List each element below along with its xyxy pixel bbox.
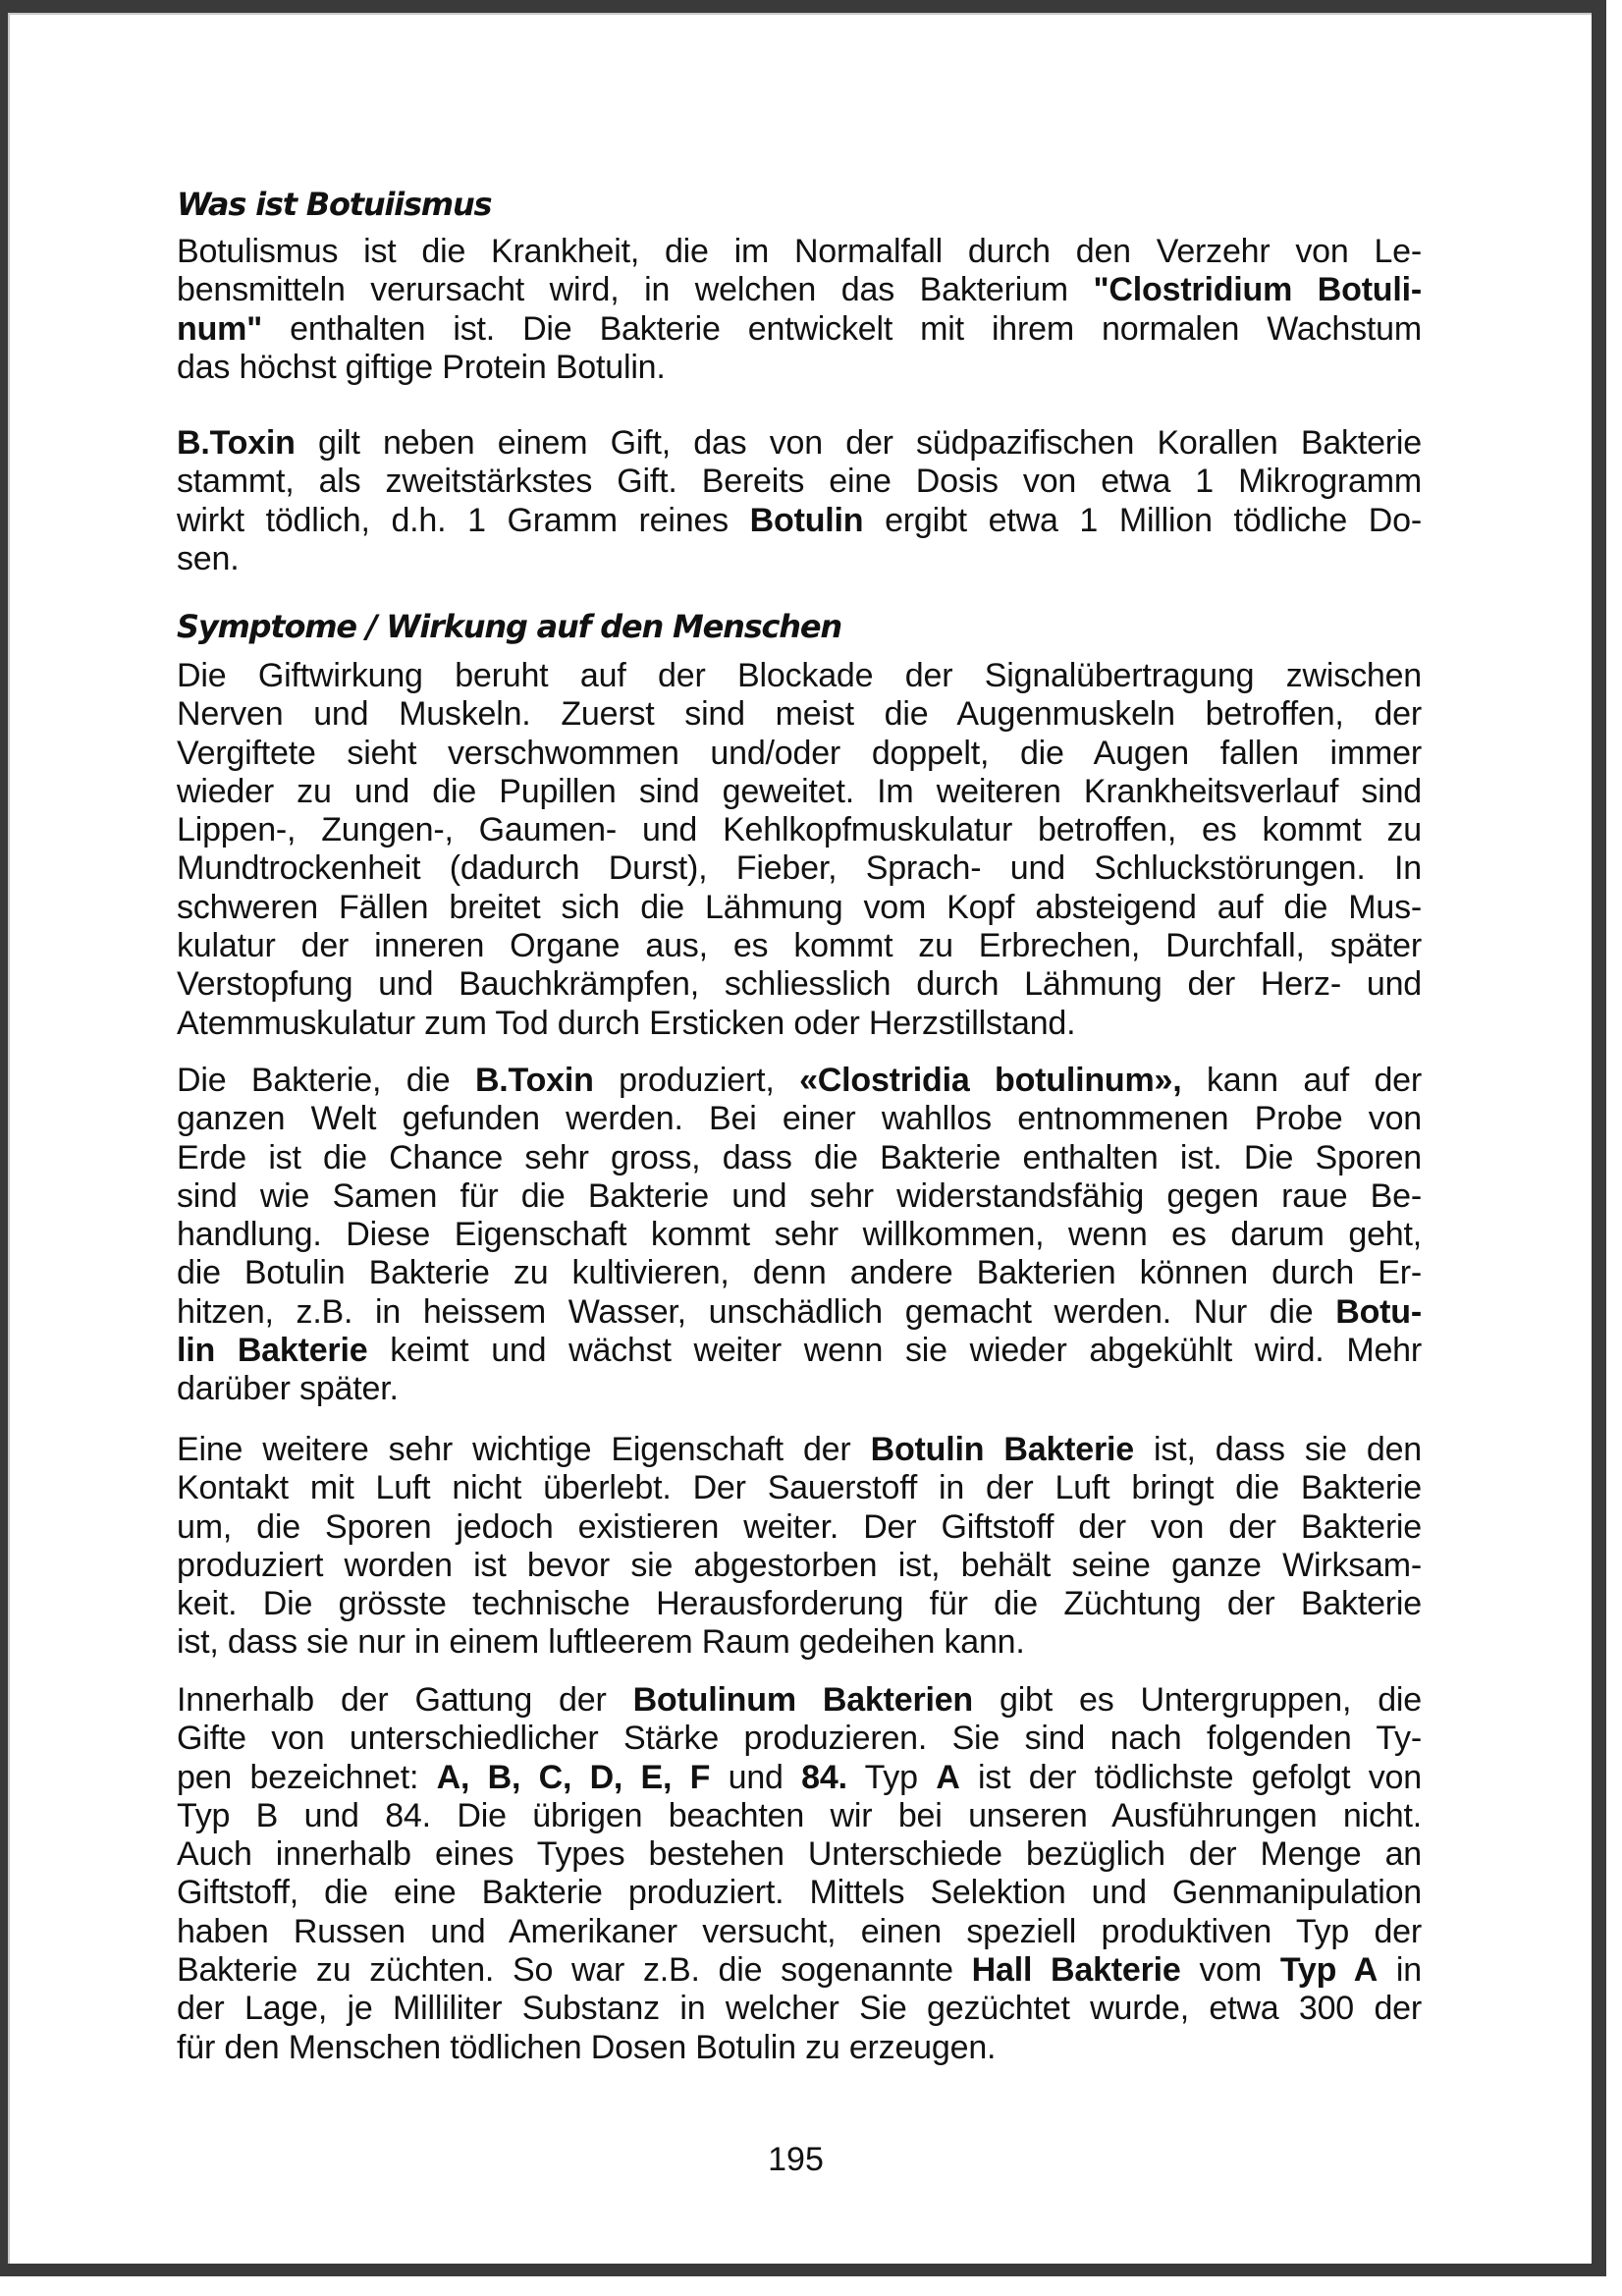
text-line (177, 1431, 1422, 1469)
bold-text: A (936, 1758, 960, 1796)
text-line (177, 657, 1422, 695)
text-run: Botulismus ist die Krankheit, die im Normalfall durch den Verzehr von Le- (177, 233, 1422, 270)
text-run: hitzen, z.B. in heissem Wasser, unschädlich gemacht werden. Nur die (177, 1292, 1336, 1331)
text-run: haben Russen und Amerikaner versucht, einen speziell produktiven Typ der (177, 1912, 1422, 1950)
text-run: ganzen Welt gefunden werden. Bei einer wahllos entnommenen Probe von (177, 1100, 1422, 1138)
text-run: sind wie Samen für die Bakterie und sehr widerstandsfähig gegen raue Be- (177, 1176, 1422, 1215)
text-run: wieder zu und die Pupillen sind geweitet. Im weiteren Krankheitsverlauf sind (177, 772, 1422, 810)
text-run: Kontakt mit Luft nicht überlebt. Der Sauerstoff in der Luft bringt die Bakterie (177, 1469, 1422, 1507)
text-line (177, 1100, 1422, 1138)
text-run: Typ (846, 1758, 937, 1796)
text-run: produziert worden ist bevor sie abgestorben ist, behält seine ganze Wirksam- (177, 1546, 1422, 1584)
text-line (177, 310, 1422, 349)
text-run: für den Menschen tödlichen Dosen Botulin zu erzeugen. (177, 2028, 997, 2066)
bold-text: lin Bakterie (177, 1332, 368, 1370)
text-run: Verstopfung und Bauchkrämpfen, schliesslich durch Lähmung der Herz- und (177, 965, 1422, 1004)
text-run: enthalten ist. Die Bakterie entwickelt mit ihrem normalen Wachstum (262, 309, 1422, 348)
text-run: ist, dass sie nur in einem luftleerem Raum gedeihen kann. (177, 1623, 1025, 1662)
paragraph (177, 424, 1422, 578)
text-run: Nerven und Muskeln. Zuerst sind meist die Augenmuskeln betroffen, der (177, 695, 1422, 734)
text-run: Auch innerhalb eines Types bestehen Unterschiede bezüglich der Menge an (177, 1835, 1422, 1874)
bold-text: Botulin Bakterie (870, 1431, 1134, 1468)
text-line (177, 927, 1422, 965)
text-line (177, 1585, 1422, 1623)
paragraph (177, 1681, 1422, 2067)
text-line (177, 1177, 1422, 1216)
text-run: wirkt tödlich, d.h. 1 Gramm reines (177, 501, 750, 539)
text-line (177, 1759, 1422, 1797)
heading-was-ist-botulismus: Was ist Botuiismus (177, 186, 492, 223)
text-run: das höchst giftige Protein Botulin. (177, 348, 666, 386)
text-run: bensmitteln verursacht wird, in welchen das Bakterium (177, 271, 1094, 309)
text-line (177, 1508, 1422, 1547)
text-run: der Lage, je Milliliter Substanz in welcher Sie gezüchtet wurde, etwa 300 der (177, 1990, 1422, 2028)
text-run: sen. (177, 539, 240, 577)
bold-text: A, B, C, D, E, F (436, 1758, 711, 1796)
paragraph (177, 1431, 1422, 1663)
text-line (177, 463, 1422, 501)
text-run: die Botulin Bakterie zu kultivieren, denn andere Bakterien können durch Er- (177, 1254, 1422, 1292)
text-run: produziert, (593, 1062, 800, 1099)
text-run: Eine weitere sehr wichtige Eigenschaft der (177, 1431, 871, 1468)
text-line (177, 965, 1422, 1004)
text-run: in (1378, 1951, 1422, 1990)
paragraph (177, 233, 1422, 387)
bold-text: «Clostridia botulinum», (799, 1062, 1182, 1099)
page-number: 195 (768, 2141, 824, 2178)
text-line (177, 1990, 1422, 2028)
text-run: handlung. Diese Eigenschaft kommt sehr willkommen, wenn es darum geht, (177, 1216, 1422, 1254)
text-run: Giftstoff, die eine Bakterie produziert. Mittels Selektion und Genmanipulation (177, 1874, 1422, 1912)
text-run: ist, dass sie den (1133, 1431, 1422, 1468)
text-line (177, 1681, 1422, 1720)
paragraph (177, 1062, 1422, 1409)
bold-text: B.Toxin (177, 424, 296, 462)
text-line (177, 889, 1422, 927)
text-run: Gifte von unterschiedlicher Stärke produzieren. Sie sind nach folgenden Ty- (177, 1720, 1422, 1758)
text-line (177, 1874, 1422, 1912)
text-run: keimt und wächst weiter wenn sie wieder abgekühlt wird. Mehr (367, 1332, 1422, 1370)
bold-text: B.Toxin (474, 1062, 594, 1099)
text-line (177, 1216, 1422, 1254)
bold-text: Hall Bakterie (971, 1951, 1181, 1990)
text-line (177, 735, 1422, 773)
text-run: Die Giftwirkung beruht auf der Blockade der Signalübertragung zwischen (177, 657, 1422, 694)
text-line (177, 1332, 1422, 1370)
text-run: vom (1180, 1951, 1280, 1990)
heading-symptome-wirkung: Symptome / Wirkung auf den Menschen (177, 608, 841, 645)
text-run: ist der tödlichste gefolgt von (959, 1758, 1422, 1796)
frame-inner-edge-left (8, 13, 10, 2264)
text-line (177, 349, 1422, 387)
text-line (177, 424, 1422, 463)
frame-border-right (1592, 0, 1606, 2276)
bold-text: Botu- (1335, 1292, 1422, 1331)
bold-text: num" (177, 309, 263, 348)
text-line (177, 1835, 1422, 1874)
text-run: ergibt etwa 1 Million tödliche Do- (863, 501, 1422, 539)
text-line (177, 502, 1422, 540)
text-line (177, 1469, 1422, 1507)
text-run: kann auf der (1181, 1062, 1422, 1099)
text-run: Mundtrockenheit (dadurch Durst), Fieber, Sprach- und Schluckstörungen. In (177, 849, 1422, 888)
text-line (177, 540, 1422, 578)
text-line (177, 773, 1422, 811)
text-run: darüber später. (177, 1370, 399, 1408)
text-line (177, 1254, 1422, 1292)
text-run: keit. Die grösste technische Herausforderung für die Züchtung der Bakterie (177, 1585, 1422, 1623)
text-line (177, 1139, 1422, 1177)
text-run: Typ B und 84. Die übrigen beachten wir bei unseren Ausführungen nicht. (177, 1796, 1422, 1834)
text-line (177, 1951, 1422, 1990)
text-line (177, 811, 1422, 849)
text-line (177, 1913, 1422, 1951)
text-run: kulatur der inneren Organe aus, es kommt zu Erbrechen, Durchfall, später (177, 927, 1422, 965)
text-run: Die Bakterie, die (177, 1062, 475, 1099)
text-run: um, die Sporen jedoch existieren weiter. Der Giftstoff der von der Bakterie (177, 1507, 1422, 1546)
text-run: gibt es Untergruppen, die (973, 1681, 1422, 1719)
text-line (177, 849, 1422, 888)
text-line (177, 1547, 1422, 1585)
paragraph (177, 657, 1422, 1043)
text-line (177, 1293, 1422, 1332)
bold-text: 84. (801, 1758, 847, 1796)
text-line (177, 695, 1422, 734)
text-line (177, 1720, 1422, 1758)
text-line (177, 1797, 1422, 1835)
text-line (177, 1005, 1422, 1043)
frame-border-bottom (0, 2264, 1606, 2276)
text-line (177, 271, 1422, 309)
text-run: und (710, 1758, 802, 1796)
text-line (177, 1370, 1422, 1408)
bold-text: Typ A (1279, 1951, 1379, 1990)
text-run: pen bezeichnet: (177, 1758, 437, 1796)
bold-text: Botulin (749, 501, 864, 539)
text-line (177, 1623, 1422, 1662)
text-line (177, 2029, 1422, 2067)
bold-text: "Clostridium Botuli- (1093, 271, 1422, 309)
text-run: Bakterie zu züchten. So war z.B. die sogenannte (177, 1951, 972, 1990)
text-run: gilt neben einem Gift, das von der südpazifischen Korallen Bakterie (295, 424, 1422, 462)
text-run: Atemmuskulatur zum Tod durch Ersticken oder Herzstillstand. (177, 1004, 1076, 1042)
text-run: stammt, als zweitstärkstes Gift. Bereits eine Dosis von etwa 1 Mikrogramm (177, 463, 1422, 501)
text-run: Erde ist die Chance sehr gross, dass die Bakterie enthalten ist. Die Sporen (177, 1138, 1422, 1176)
frame-inner-edge-top (8, 13, 1592, 15)
bold-text: Botulinum Bakterien (632, 1681, 973, 1719)
text-run: Lippen-, Zungen-, Gaumen- und Kehlkopfmuskulatur betroffen, es kommt zu (177, 811, 1422, 849)
text-run: Vergiftete sieht verschwommen und/oder doppelt, die Augen fallen immer (177, 734, 1422, 772)
text-run: schweren Fällen breitet sich die Lähmung vom Kopf absteigend auf die Mus- (177, 888, 1422, 926)
text-line (177, 233, 1422, 271)
text-line (177, 1062, 1422, 1100)
text-run: Innerhalb der Gattung der (177, 1681, 633, 1719)
